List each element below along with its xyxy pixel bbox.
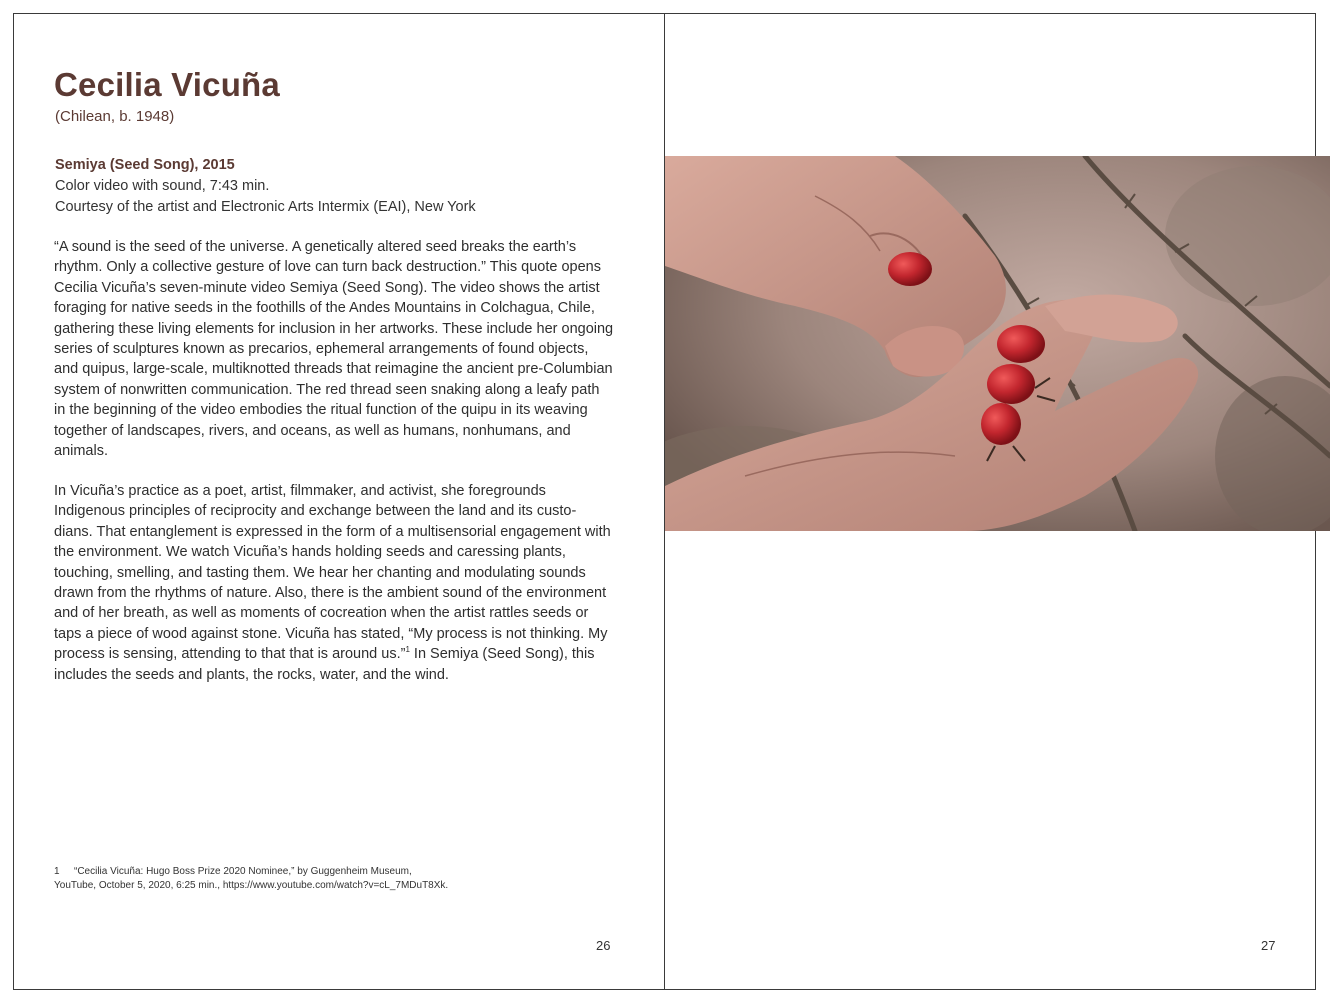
essay-paragraph-2-text-b: In Semiya (Seed Song), this includes the seeds and plants, the rocks, water, and the wind. <box>54 646 595 683</box>
essay-paragraph-1 <box>54 237 614 461</box>
footnote-reference[interactable]: 1 <box>405 645 410 655</box>
artist-name: Cecilia Vicuña <box>54 66 280 103</box>
footnote <box>54 865 454 892</box>
work-details <box>55 155 615 218</box>
essay-paragraph-1-text: “A sound is the seed of the universe. A genetically altered seed breaks the earth’s rhythm. Only a collective gesture of love can turn back destruction.” This quote opens Cecilia Vicuña’s seven-minute video Semiya (Seed Song). The video shows the artist foraging for native seeds in the foothills of the Andes Mountains in Colchagua, Chile, gathering these living elements for inclusion in her artworks. These include her ongoing series of sculptures known as precarios, ephemeral arrangements of found objects, and quipus, large-scale, multiknotted threads that reimagine the ancient pre-Columbian system of nonwritten communication. The red thread seen snaking along a leafy path in the beginning of the video embodies the ritual function of the quipu in its weaving together of landscapes, rivers, and oceans, as well as humans, nonhumans, and animals. <box>54 239 614 460</box>
hands-holding-seeds-illustration <box>665 156 1330 531</box>
essay-paragraph-2 <box>54 481 614 685</box>
work-title: Semiya (Seed Song), 2015 <box>55 157 235 173</box>
video-still-photo <box>665 156 1330 531</box>
artist-nationality: (Chilean, b. 1948) <box>55 108 175 125</box>
footnote-text: “Cecilia Vicuña: Hugo Boss Prize 2020 Nominee,” by Guggenheim Museum, YouTube, October 5, 2020, 6:25 min., https://www.youtube.com/watch?v=cL_7MDuT8Xk. <box>54 866 449 891</box>
left-page <box>13 13 665 990</box>
page-number-left: 26 <box>596 938 611 953</box>
work-medium: Color video with sound, 7:43 min. <box>55 178 270 194</box>
page-number-right: 27 <box>1261 938 1276 953</box>
essay-paragraph-2-text-a: In Vicuña’s practice as a poet, artist, filmmaker, and activist, she foregrounds Indigenous principles of reciprocity and exchange between the land and its custo-dians. That entanglement is expressed in the form of a multisensorial engagement with the environment. We watch Vicuña’s hands holding seeds and caressing plants, touching, smelling, and tasting them. We hear her chanting and modulating sounds drawn from the rhythms of nature. Also, there is the ambient sound of the environment and of her breath, as well as moments of cocreation when the artist rattles seeds or taps a piece of wood against stone. Vicuña has stated, “My process is not thinking. My process is sensing, attending to that that is around us.” <box>54 483 611 663</box>
work-credit: Courtesy of the artist and Electronic Arts Intermix (EAI), New York <box>55 199 476 215</box>
footnote-number: 1 <box>54 866 60 877</box>
